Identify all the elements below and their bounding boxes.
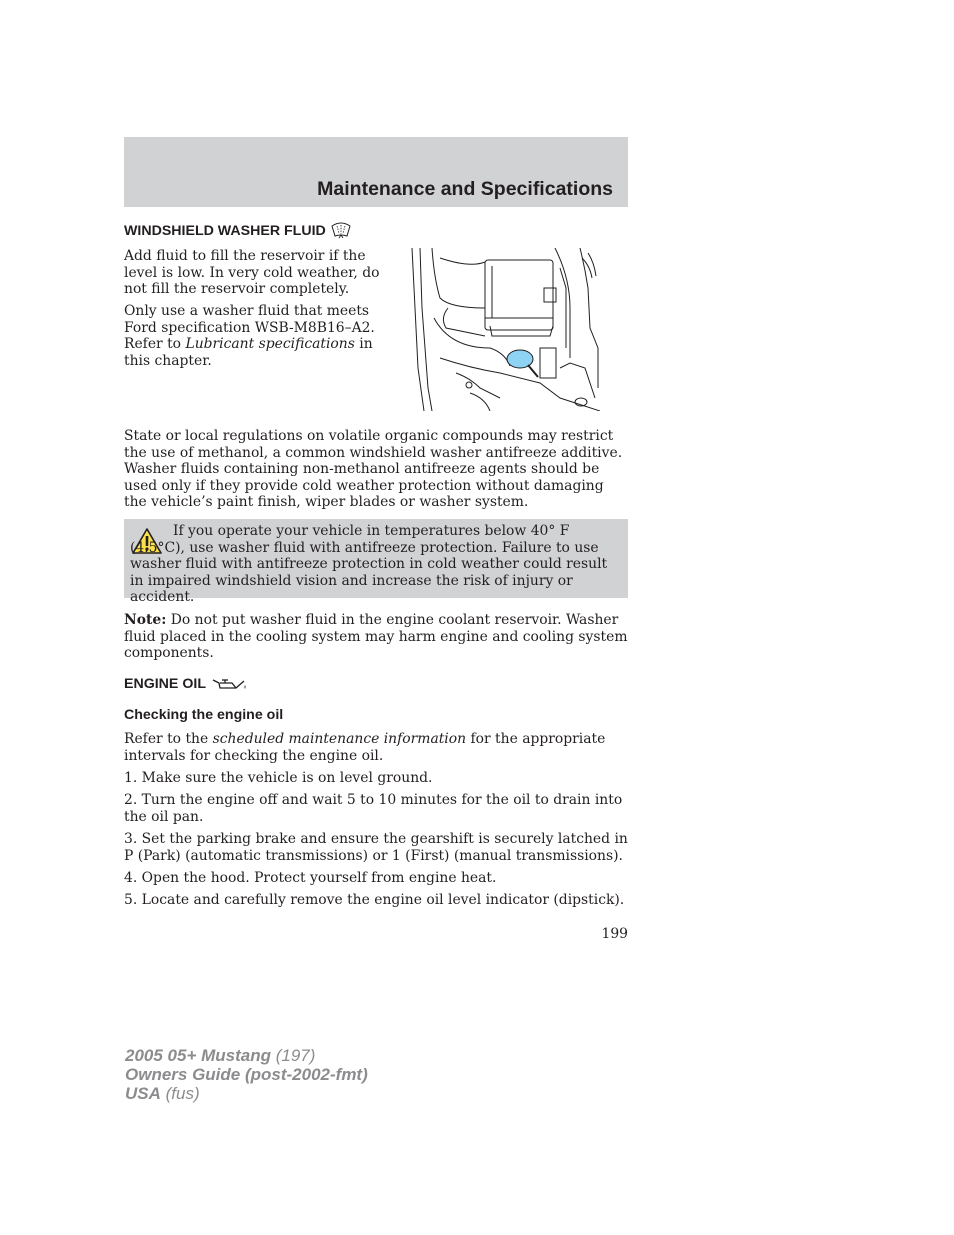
washer-reservoir-illustration bbox=[410, 248, 600, 411]
oil-can-icon bbox=[210, 676, 248, 692]
note-label: Note: bbox=[124, 612, 167, 628]
oil-intro-paragraph: Refer to the scheduled maintenance information for the appropriate intervals for checking the engine oil. bbox=[124, 731, 606, 764]
warning-box bbox=[124, 519, 628, 605]
warning-text: If you operate your vehicle in temperatures below 40° F (4.5°C), use washer fluid with antifreeze protection. Failure to use washer fluid with antifreeze protection in cold weather could result in impaired windshield vision and increase the risk of injury or accident. bbox=[130, 523, 608, 605]
oil-step-5: 5. Locate and carefully remove the engine oil level indicator (dipstick). bbox=[124, 892, 625, 908]
washer-paragraph-1: Add fluid to fill the reservoir if the level is low. In very cold weather, do not fill the reservoir completely. bbox=[124, 248, 380, 297]
lubricant-specifications-reference: Lubricant specifications bbox=[185, 336, 355, 352]
footer-line-3: USA (fus) bbox=[125, 1084, 200, 1103]
coolant-note: Note: Do not put washer fluid in the engine coolant reservoir. Washer fluid placed in the cooling system may harm engine and cooling system components. bbox=[124, 612, 628, 661]
checking-engine-oil-subheading: Checking the engine oil bbox=[124, 707, 284, 723]
scheduled-maintenance-reference: scheduled maintenance information bbox=[212, 731, 467, 747]
engine-oil-heading-text: ENGINE OIL bbox=[124, 676, 206, 692]
washer-fluid-icon bbox=[330, 222, 352, 240]
washer-fluid-heading bbox=[124, 222, 352, 240]
page-number: 199 bbox=[601, 926, 628, 942]
document-footer bbox=[125, 1046, 368, 1103]
washer-paragraph-2: Only use a washer fluid that meets Ford specification WSB-M8B16–A2. Refer to Lubricant specifications in this chapter. bbox=[124, 303, 375, 369]
oil-step-1: 1. Make sure the vehicle is on level ground. bbox=[124, 770, 433, 786]
methanol-regulation-paragraph: State or local regulations on volatile organic compounds may restrict the use of methanol, a common windshield washer antifreeze additive. Washer fluids containing non-methanol antifreeze agents should be used only if they provide cold weather protection without damaging the vehicle’s paint finish, wiper blades or washer system. bbox=[124, 428, 623, 510]
header-band bbox=[124, 137, 628, 207]
footer-line-1: 2005 05+ Mustang (197) bbox=[125, 1046, 316, 1065]
page-title: Maintenance and Specifications bbox=[317, 178, 613, 200]
oil-step-2: 2. Turn the engine off and wait 5 to 10 minutes for the oil to drain into the oil pan. bbox=[124, 792, 623, 825]
oil-step-4: 4. Open the hood. Protect yourself from engine heat. bbox=[124, 870, 497, 886]
engine-oil-heading bbox=[124, 676, 248, 692]
oil-step-3: 3. Set the parking brake and ensure the gearshift is securely latched in P (Park) (automatic transmissions) or 1 (First) (manual transmissions). bbox=[124, 831, 628, 864]
footer-line-2: Owners Guide (post-2002-fmt) bbox=[125, 1065, 368, 1084]
washer-fluid-heading-text: WINDSHIELD WASHER FLUID bbox=[124, 222, 326, 239]
